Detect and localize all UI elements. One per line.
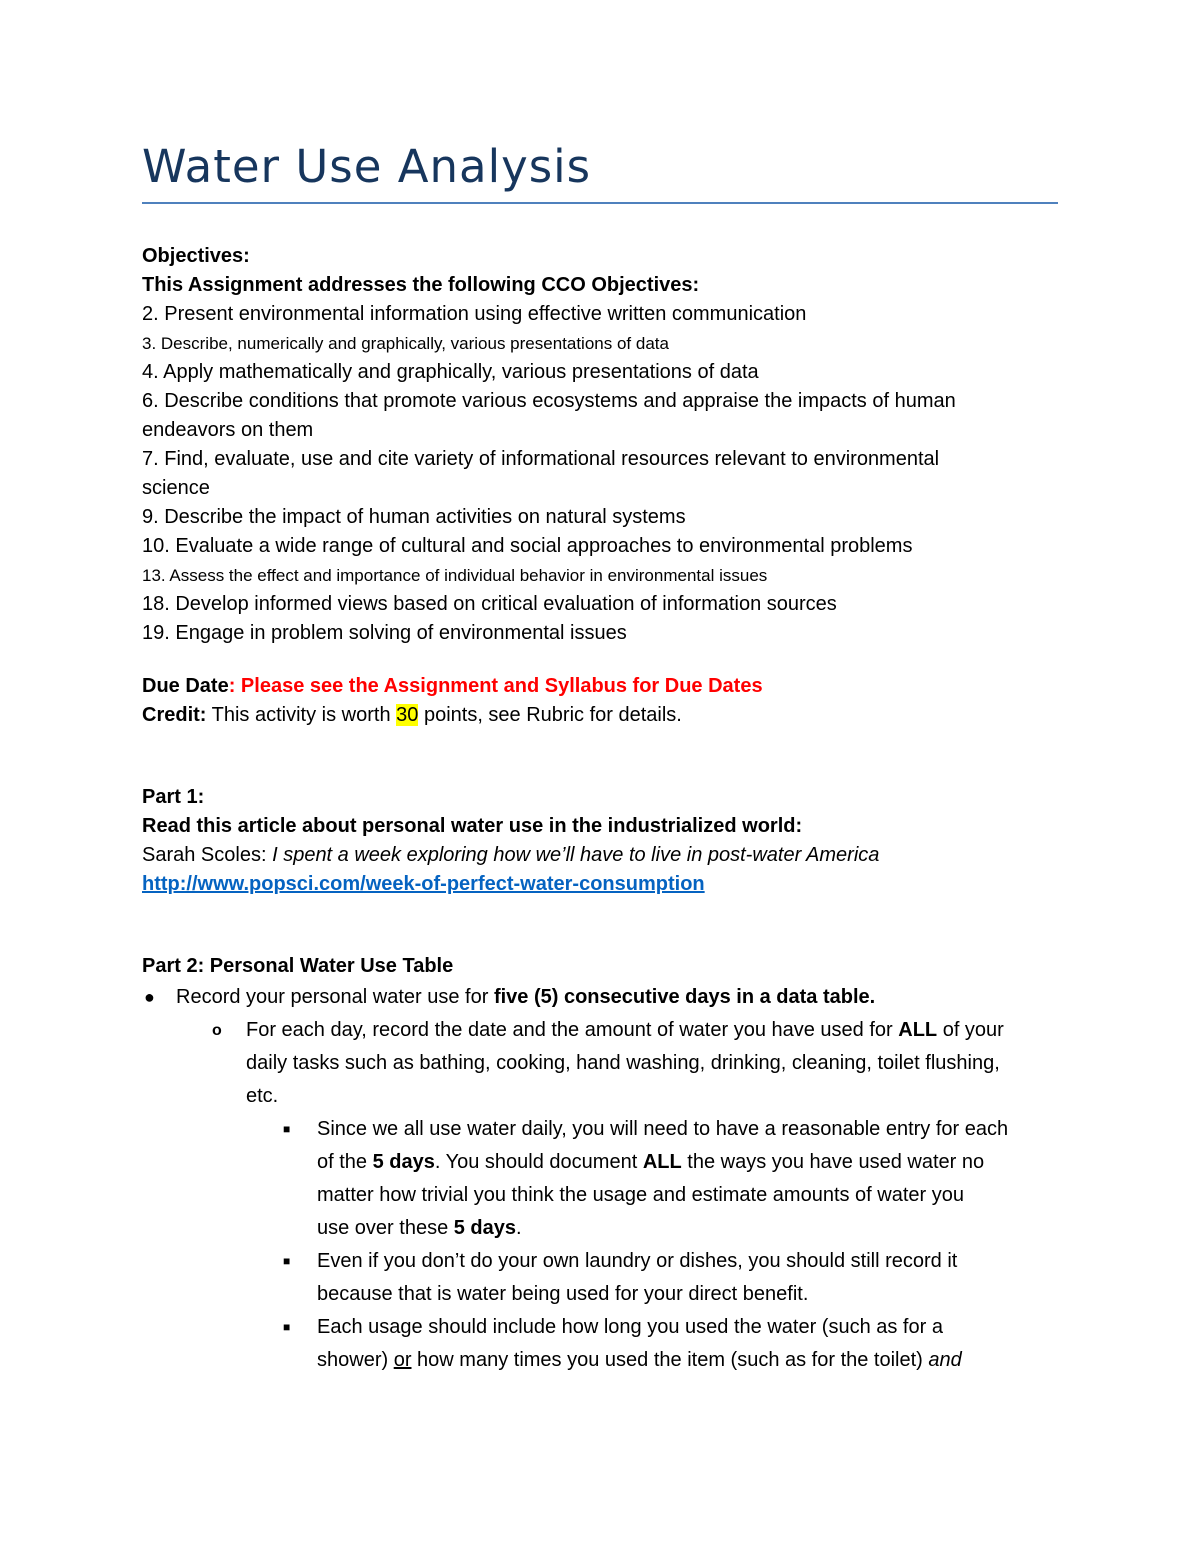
due-date — [142, 672, 1062, 701]
credit-label: Credit: — [142, 704, 207, 726]
sub-bullet-bold: ALL — [898, 1019, 938, 1041]
part2-heading: Part 2: Personal Water Use Table — [142, 955, 454, 977]
subsub-text: how many times you used the item (such as for the toilet) — [411, 1349, 929, 1371]
objective-item: 7. Find, evaluate, use and cite variety of informational resources relevant to environmental — [142, 448, 940, 470]
objective-item: 6. Describe conditions that promote various ecosystems and appraise the impacts of human — [142, 390, 956, 412]
sub-bullet-text: For each day, record the date and the amount of water you have used for — [246, 1019, 899, 1041]
bullet-square-icon: ■ — [283, 1254, 291, 1268]
due-date-value: Please see the Assignment and Syllabus for Due Dates — [240, 675, 763, 697]
objective-item: 4. Apply mathematically and graphically, various presentations of data — [142, 361, 759, 383]
sub-bullet-text: etc. — [246, 1085, 279, 1107]
title-underline — [142, 202, 1058, 204]
article-link-line — [142, 870, 1062, 899]
list-item — [142, 1113, 1062, 1245]
objective-item: science — [142, 477, 210, 499]
article-link[interactable]: http://www.popsci.com/week-of-perfect-water-consumption — [142, 873, 705, 895]
subsub-text: Each usage should include how long you used the water (such as for a — [317, 1316, 943, 1338]
credit-line — [142, 701, 1062, 730]
credit-text-end: points, see Rubric for details. — [418, 704, 682, 726]
subsub-text: of the — [317, 1151, 373, 1173]
due-date-label: Due Date — [142, 675, 229, 697]
objectives-intro: This Assignment addresses the following CCO Objectives: — [142, 274, 700, 296]
bullet-text-bold: five (5) consecutive days in a data table. — [493, 986, 876, 1008]
article-citation — [142, 841, 1062, 870]
subsub-bold: 5 days — [453, 1217, 517, 1239]
objective-item: 19. Engage in problem solving of environmental issues — [142, 622, 627, 644]
sub-bullet-text: of your — [937, 1019, 1004, 1041]
subsub-italic: and — [928, 1349, 962, 1371]
subsub-text: because that is water being used for your direct benefit. — [317, 1283, 809, 1305]
objective-item: 10. Evaluate a wide range of cultural and social approaches to environmental problems — [142, 535, 913, 557]
subsub-underlined: or — [393, 1349, 412, 1371]
objective-item: 2. Present environmental information using effective written communication — [142, 303, 807, 325]
part1-instruction: Read this article about personal water use in the industrialized world: — [142, 815, 803, 837]
objective-item: 18. Develop informed views based on critical evaluation of information sources — [142, 593, 837, 615]
objective-item: endeavors on them — [142, 419, 314, 441]
list-item — [142, 1311, 1062, 1377]
objective-item: 13. Assess the effect and importance of individual behavior in environmental issues — [142, 566, 768, 585]
part1-heading: Part 1: — [142, 786, 205, 808]
subsub-text: . — [516, 1217, 522, 1239]
subsub-text: matter how trivial you think the usage and estimate amounts of water you — [317, 1184, 965, 1206]
objective-item: 3. Describe, numerically and graphically, various presentations of data — [142, 334, 669, 353]
subsub-text: . You should document — [434, 1151, 643, 1173]
subsub-text: Since we all use water daily, you will need to have a reasonable entry for each — [317, 1118, 1009, 1140]
list-item — [142, 981, 1062, 1014]
subsub-bold: 5 days — [372, 1151, 435, 1173]
bullet-square-icon: ■ — [283, 1320, 291, 1334]
subsub-text: Even if you don’t do your own laundry or dishes, you should still record it — [317, 1250, 958, 1272]
bullet-square-icon: ■ — [283, 1122, 291, 1136]
page-title: Water Use Analysis — [142, 140, 592, 193]
due-date-colon: : — [228, 675, 241, 697]
credit-text: This activity is worth — [206, 704, 397, 726]
subsub-bold: ALL — [642, 1151, 682, 1173]
subsub-text: the ways you have used water no — [681, 1151, 985, 1173]
subsub-text: shower) — [317, 1349, 394, 1371]
bullet-text: Record your personal water use for — [176, 986, 494, 1008]
list-item — [142, 1014, 1062, 1113]
article-title: I spent a week exploring how we’ll have to live in post-water America — [272, 844, 880, 866]
document-body — [142, 242, 1062, 1377]
subsub-text: use over these — [317, 1217, 454, 1239]
sub-bullet-text: daily tasks such as bathing, cooking, hand washing, drinking, cleaning, toilet flushing, — [246, 1052, 1000, 1074]
list-item — [142, 1245, 1062, 1311]
bullet-circle-icon: o — [212, 1022, 222, 1039]
credit-points: 30 — [396, 704, 419, 726]
article-author: Sarah Scoles: — [142, 844, 273, 866]
bullet-dot-icon: ● — [144, 987, 155, 1007]
objective-item: 9. Describe the impact of human activities on natural systems — [142, 506, 686, 528]
objectives-heading: Objectives: — [142, 245, 250, 267]
